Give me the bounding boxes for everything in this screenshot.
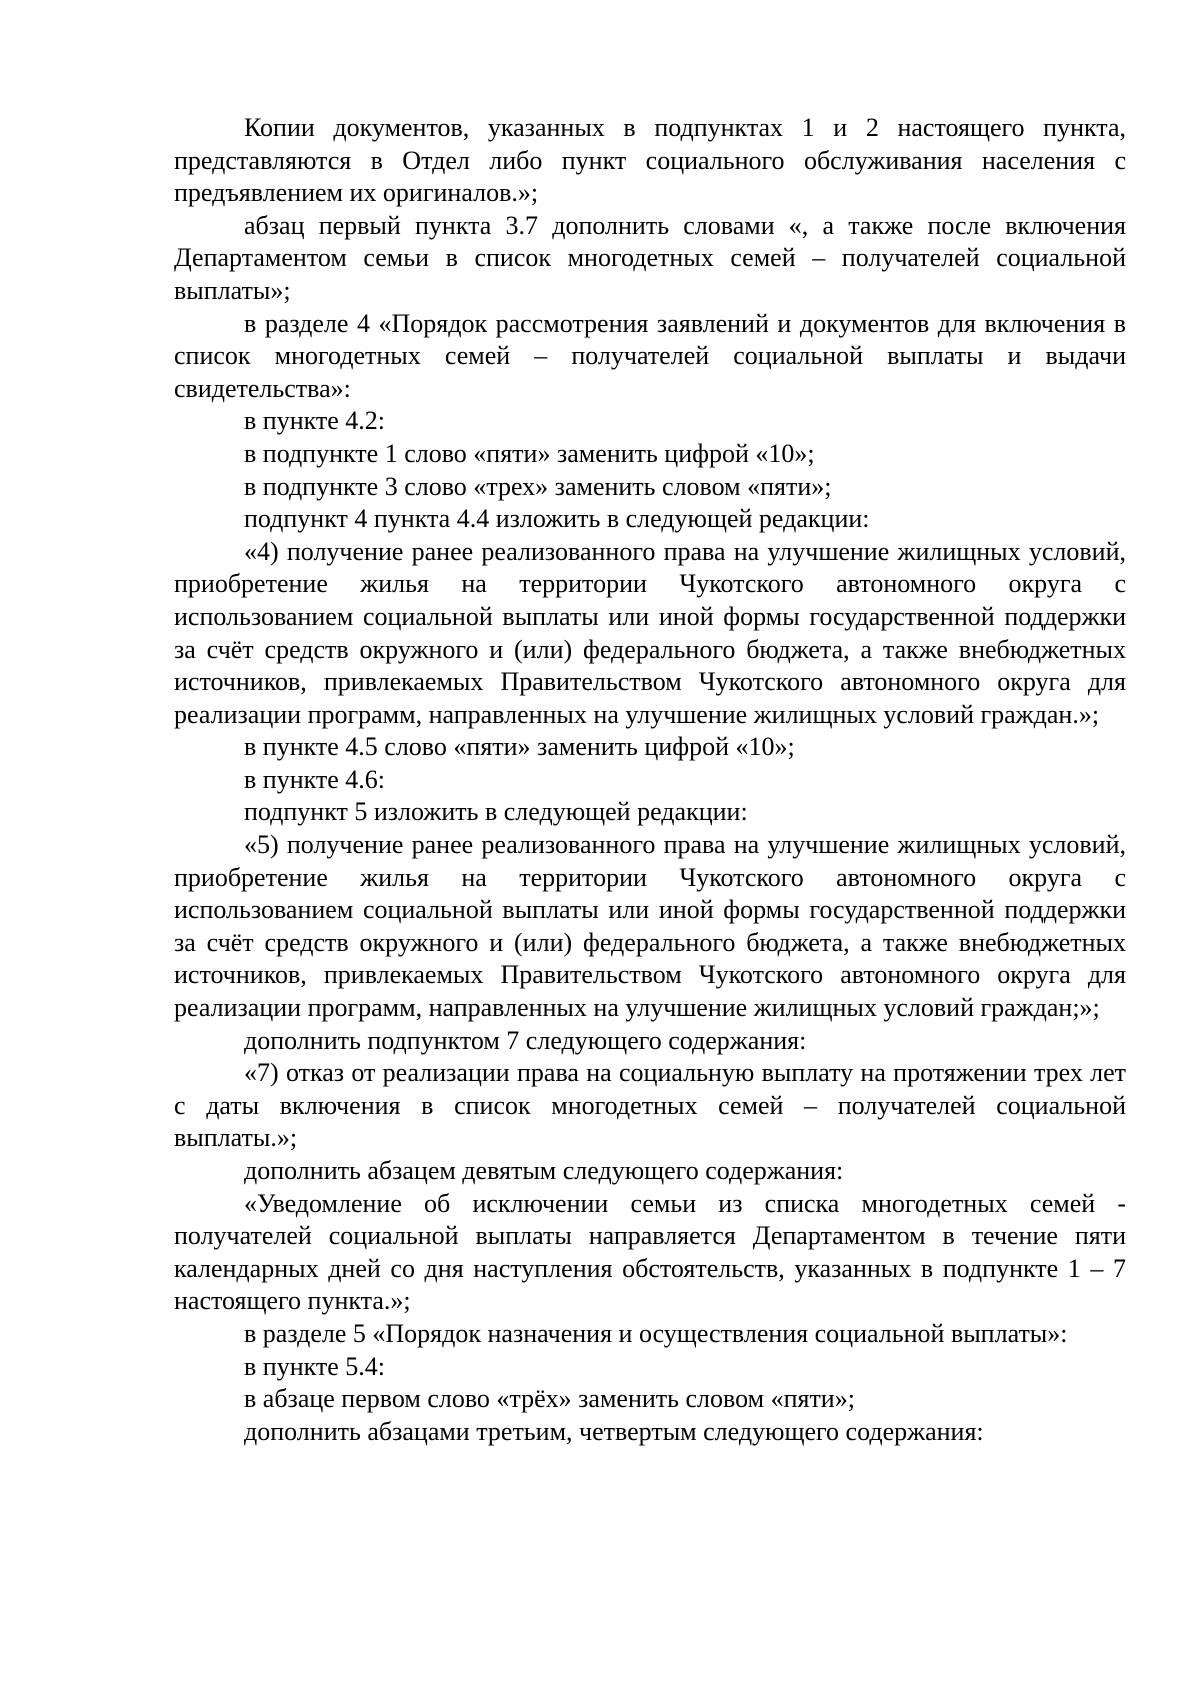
paragraph-add-subitem-7: дополнить подпунктом 7 следующего содержания: [244,1025,807,1055]
paragraph-subitem-1: в подпункте 1 слово «пяти» заменить цифрой «10»; [244,438,815,468]
paragraph-subitem-4-item-4-4: подпункт 4 пункта 4.4 изложить в следующей редакции: [244,504,870,534]
paragraph-item-3-7: абзац первый пункта 3.7 дополнить словами «, а также после включения Департаментом семьи в список многодетных семей – получателей социальной выплаты»; [174,210,1126,305]
paragraph-item-5-4: в пункте 5.4: [244,1351,386,1381]
paragraph-quote-subitem-5: «5) получение ранее реализованного права на улучшение жилищных условий, приобретение жилья на территории Чукотского автономного округа с использованием социальной выплаты или иной формы государственной поддержки за счёт средств окружного и (или) федерального бюджета, а также внебюджетных источников, привлекаемых Правительством Чукотского автономного округа для реализации программ, направленных на улучшение жилищных условий граждан;»; [174,830,1126,1023]
paragraph-section-5: в разделе 5 «Порядок назначения и осуществления социальной выплаты»: [244,1318,1068,1348]
paragraph-subitem-5: подпункт 5 изложить в следующей редакции: [244,797,748,827]
paragraph-copies-of-documents: Копии документов, указанных в подпунктах 1 и 2 настоящего пункта, представляются в Отдел либо пункт социального обслуживания населения с предъявлением их оригиналов.»; [174,113,1126,208]
paragraph-quote-subitem-4: «4) получение ранее реализованного права на улучшение жилищных условий, приобретение жилья на территории Чукотского автономного округа с использованием социальной выплаты или иной формы государственной поддержки за счёт средств окружного и (или) федерального бюджета, а также внебюджетных источников, привлекаемых Правительством Чукотского автономного округа для реализации программ, направленных на улучшение жилищных условий граждан.»; [174,536,1126,729]
paragraph-item-4-6: в пункте 4.6: [244,764,386,794]
paragraph-add-ninth-paragraph: дополнить абзацем девятым следующего содержания: [244,1156,844,1185]
paragraph-subitem-3: в подпункте 3 слово «трех» заменить словом «пяти»; [244,471,832,501]
paragraph-quote-subitem-7: «7) отказ от реализации права на социальную выплату на протяжении трех лет с даты включения в список многодетных семей – получателей социальной выплаты.»; [174,1058,1126,1153]
paragraph-section-4: в разделе 4 «Порядок рассмотрения заявлений и документов для включения в список многодетных семей – получателей социальной выплаты и выдачи свидетельства»: [174,308,1126,403]
paragraph-item-4-2: в пункте 4.2: [244,406,386,436]
paragraph-first-paragraph-change: в абзаце первом слово «трёх» заменить словом «пяти»; [244,1384,855,1414]
paragraph-quote-notification: «Уведомление об исключении семьи из списка многодетных семей - получателей социальной выплаты направляется Департаментом в течение пяти календарных дней со дня наступления обстоятельств, указанных в подпункте 1 – 7 настоящего пункта.»; [174,1188,1126,1316]
document-page [174,112,1126,1448]
paragraph-add-third-fourth: дополнить абзацами третьим, четвертым следующего содержания: [244,1416,984,1446]
paragraph-item-4-5: в пункте 4.5 слово «пяти» заменить цифрой «10»; [244,732,795,762]
